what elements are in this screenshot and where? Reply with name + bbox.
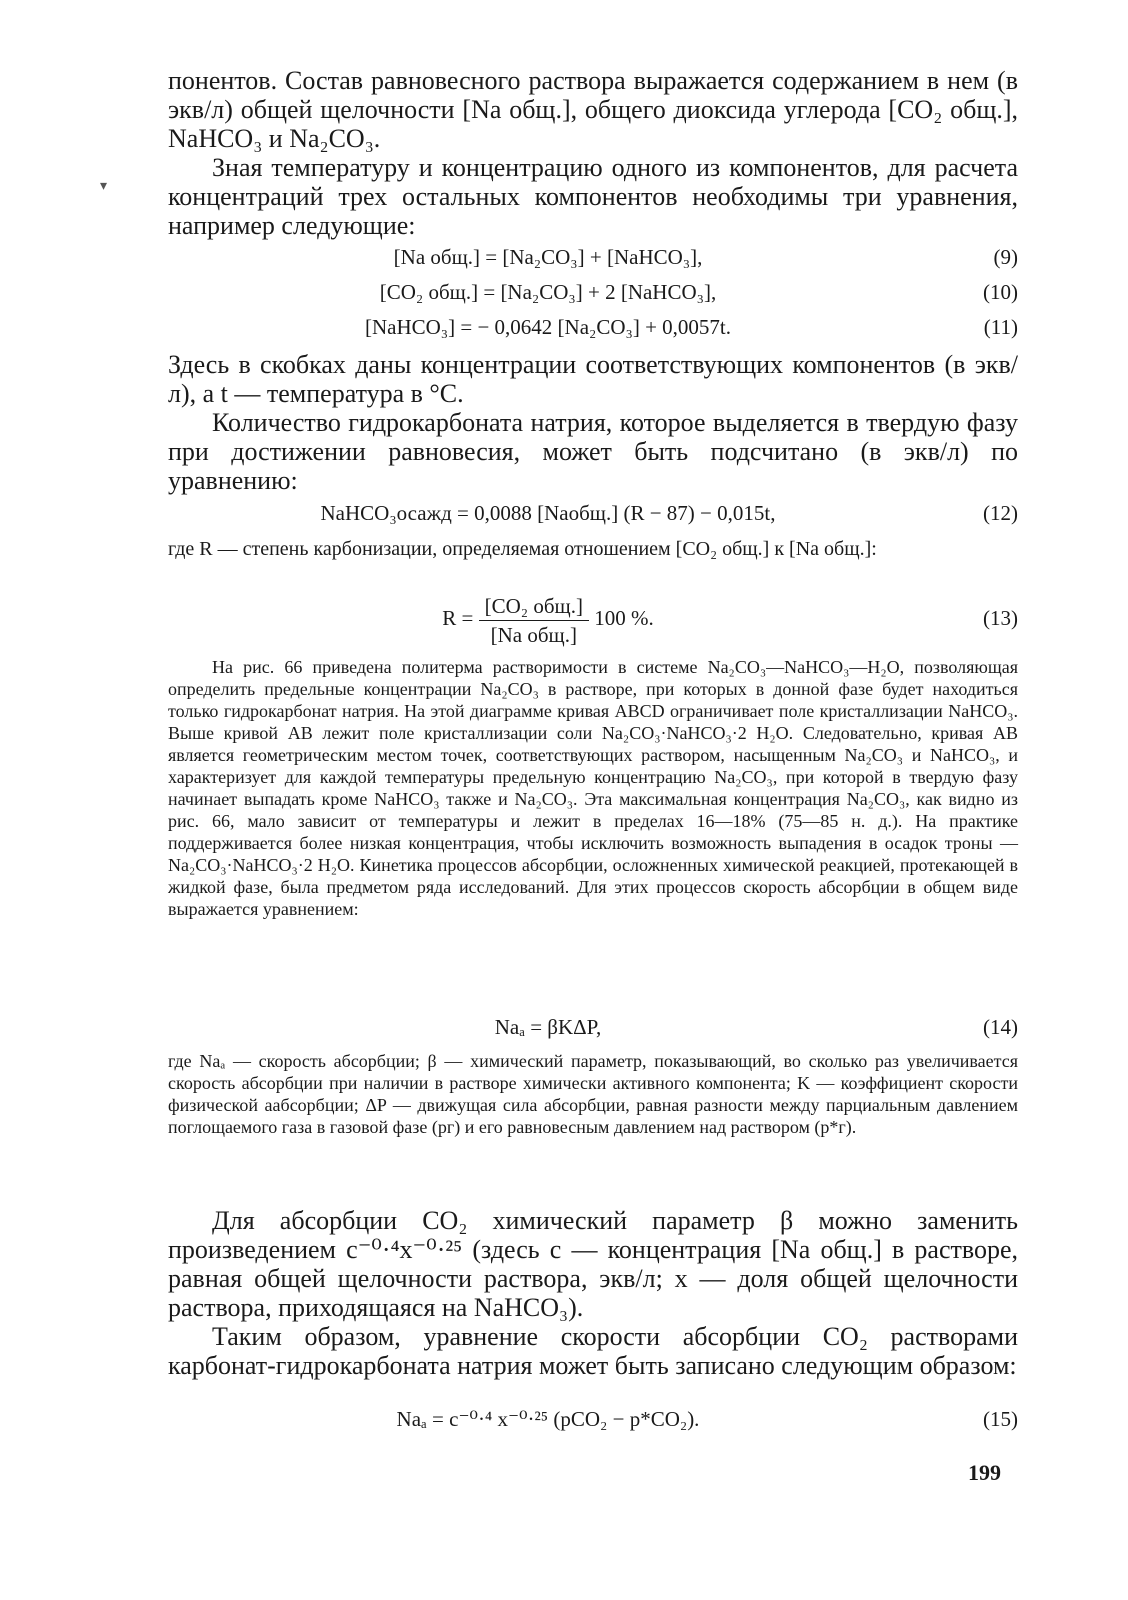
equation-11-formula: [NaHCO₃] = − 0,0642 [Na₂CO₃] + 0,0057t. <box>364 315 732 339</box>
equation-11-number: (11) <box>983 315 1018 339</box>
equation-12 <box>168 498 1018 528</box>
equation-13-denominator: [Na общ.] <box>490 622 577 647</box>
equation-9-formula: [Na общ.] = [Na₂CO₃] + [NaHCO₃], <box>393 245 703 269</box>
paragraph-4: Количество гидрокарбоната натрия, которое выделяется в твердую фазу при достижении равновесия, может быть подсчитано (в экв/л) по уравнению: <box>168 408 1018 495</box>
margin-mark: ▾ <box>100 179 108 194</box>
equation-13-rhs: 100 %. <box>594 606 654 630</box>
equation-11 <box>168 312 1018 342</box>
equation-12-number: (12) <box>983 501 1018 525</box>
equation-13-lhs: R = <box>442 606 474 630</box>
paragraph-1: понентов. Состав равновесного раствора выражается содержанием в нем (в экв/л) общей щелочности [Na общ.], общего диоксида углерода [CO₂ общ.], NaHCO₃ и Na₂CO₃. <box>168 66 1018 153</box>
paragraph-7-small-print: где Naₐ — скорость абсорбции; β — химический параметр, показывающий, во сколько раз увеличивается скорость абсорбции при наличии в растворе химически активного компонента; K — коэффициент скорости физической аабсорбции; ΔP — движущая сила абсорбции, равная разности между парциальным давлением поглощаемого газа в газовой фазе (pг) и его равновесным давлением над раствором (p*г). <box>168 1051 1018 1137</box>
page-number: 199 <box>968 1460 1001 1485</box>
equation-13-numerator: [CO₂ общ.] <box>479 594 589 621</box>
equation-15 <box>168 1404 1018 1434</box>
equation-9 <box>168 242 1018 272</box>
equation-13-fraction <box>479 594 589 647</box>
paragraph-9: Таким образом, уравнение скорости абсорбции CO₂ растворами карбонат-гидрокарбоната натрия может быть записано следующим образом: <box>168 1322 1018 1380</box>
equation-13 <box>168 590 1018 646</box>
paragraph-3: Здесь в скобках даны концентрации соответствующих компонентов (в экв/л), а t — температура в °С. <box>168 350 1018 408</box>
equation-10 <box>168 277 1018 307</box>
equation-10-number: (10) <box>983 280 1018 304</box>
paragraph-8: Для абсорбции CO₂ химический параметр β можно заменить произведением c⁻⁰·⁴x⁻⁰·²⁵ (здесь c — концентрация [Na общ.] в растворе, равная общей щелочности раствора, экв/л; x — доля общей щелочности раствора, приходящаяся на NaHCO₃). <box>168 1206 1018 1322</box>
paragraph-2: Зная температуру и концентрацию одного из компонентов, для расчета концентраций трех остальных компонентов необходимы три уравнения, например следующие: <box>168 153 1018 240</box>
equation-14-number: (14) <box>983 1015 1018 1039</box>
paragraph-5: где R — степень карбонизации, определяемая отношением [CO₂ общ.] к [Na общ.]: <box>168 538 877 560</box>
equation-14 <box>168 1012 1018 1042</box>
equation-15-number: (15) <box>983 1407 1018 1431</box>
equation-10-formula: [CO₂ общ.] = [Na₂CO₃] + 2 [NaHCO₃], <box>379 280 717 304</box>
equation-15-formula: Naₐ = c⁻⁰·⁴ x⁻⁰·²⁵ (pCO₂ − p*CO₂). <box>396 1407 700 1431</box>
equation-12-formula: NaHCO₃осажд = 0,0088 [Naобщ.] (R − 87) − 0,015t, <box>320 501 776 525</box>
equation-9-number: (9) <box>993 245 1018 269</box>
paragraph-6-small-print: На рис. 66 приведена политерма растворимости в системе Na₂CO₃—NaHCO₃—H₂O, позволяющая определить предельные концентрации Na₂CO₃ в растворе, при которых в донной фазе будет находиться только гидрокарбонат натрия. На этой диаграмме кривая ABCD ограничивает поле кристаллизации NaHCO₃. Выше кривой AB лежит поле кристаллизации соли Na₂CO₃·NaHCO₃·2 H₂O. Следовательно, кривая AB является геометрическим местом точек, соответствующих раствором, насыщенным Na₂CO₃ и NaHCO₃, и характеризует для каждой температуры предельную концентрацию Na₂CO₃, при которой в твердую фазу начинает выпадать кроме NaHCO₃ также и Na₂CO₃. Эта максимальная концентрация Na₂CO₃, как видно из рис. 66, мало зависит от температуры и лежит в пределах 16—18% (75—85 н. д.). На практике поддерживается более низкая концентрация, чтобы исключить возможность выпадения в осадок троны — Na₂CO₃·NaHCO₃·2 H₂O. Кинетика процессов абсорбции, осложненных химической реакцией, протекающей в жидкой фазе, была предметом ряда исследований. Для этих процессов скорость абсорбции в общем виде выражается уравнением: <box>168 657 1018 919</box>
equation-13-number: (13) <box>983 606 1018 630</box>
equation-14-formula: Naₐ = βKΔP, <box>494 1015 602 1039</box>
